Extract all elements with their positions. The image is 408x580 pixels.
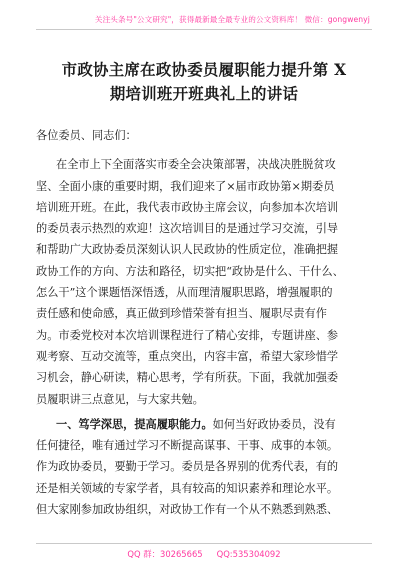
paragraph-line: 任何捷径，唯有通过学习不断提高谋事、干事、成事的本领。 <box>36 439 339 453</box>
section-heading: 一、笃学深思，提高履职能力。 <box>56 416 213 431</box>
paragraph-line: 但大家刚参加政协组织，对政协工作有一个从不熟悉到熟悉、 <box>36 503 339 517</box>
footer-qq-group: QQ 群：30265665 <box>127 549 203 559</box>
title-line: 期培训班开班典礼上的讲话 <box>109 85 299 103</box>
paragraph-line: 的委员表示热烈的欢迎！这次培训目的是通过学习交流，引导 <box>36 222 339 236</box>
footer-qq: QQ:535304092 <box>216 549 281 559</box>
paragraph-line: 在全市上下全面落实市委全会决策部署，决战决胜脱贫攻 <box>56 158 336 172</box>
header-banner: 关注头条号"公文研究"，获得最新最全最专业的公文资料库！ 微信：gongwenyj <box>94 15 370 24</box>
paragraph-line: 员履职讲三点意见，与大家共勉。 <box>36 392 204 406</box>
section-heading-line <box>56 414 372 435</box>
paragraph-line: 责任感和使命感，真正做到珍惜荣誉有担当、履职尽责有作 <box>36 307 327 321</box>
paragraph-line: 培训班开班。在此，我代表市政协主席会议，向参加本次培训 <box>36 200 339 214</box>
paragraph-line: 观考察、互动交流等，重点突出，内容丰富，希望大家珍惜学 <box>36 349 339 363</box>
paragraph-line: 还是相关领域的专家学者，具有较高的知识素养和理论水平。 <box>36 481 339 495</box>
document-body <box>36 124 372 520</box>
paragraph-line: 政协工作的方向、方法和路径，切实把“政协是什么、干什么、 <box>36 264 344 278</box>
title-line: 市政协主席在政协委员履职能力提升第 X <box>61 61 347 79</box>
paragraph-line: 坚、全面小康的重要时期，我们迎来了×届市政协第×期委员 <box>36 179 335 193</box>
paragraph-text: 如何当好政协委员，没有 <box>212 417 336 431</box>
document-title <box>40 58 368 106</box>
paragraph-line: 习机会，静心研读，精心思考，学有所获。下面，我就加强委 <box>36 371 339 385</box>
paragraph-line: 怎么干”这个课题悟深悟透，从而理清履职思路，增强履职的 <box>36 286 333 300</box>
footer <box>0 548 408 560</box>
paragraph-line: 和帮助广大政协委员深刻认识人民政协的性质定位，准确把握 <box>36 243 339 257</box>
salutation: 各位委员、同志们： <box>36 129 137 142</box>
footer-divider <box>36 543 372 544</box>
header-divider <box>36 29 372 30</box>
paragraph-line: 作为政协委员，要勤于学习。委员是各界别的优秀代表，有的 <box>36 460 339 474</box>
paragraph-line: 为。市委党校对本次培训课程进行了精心安排，专题讲座、参 <box>36 328 339 342</box>
